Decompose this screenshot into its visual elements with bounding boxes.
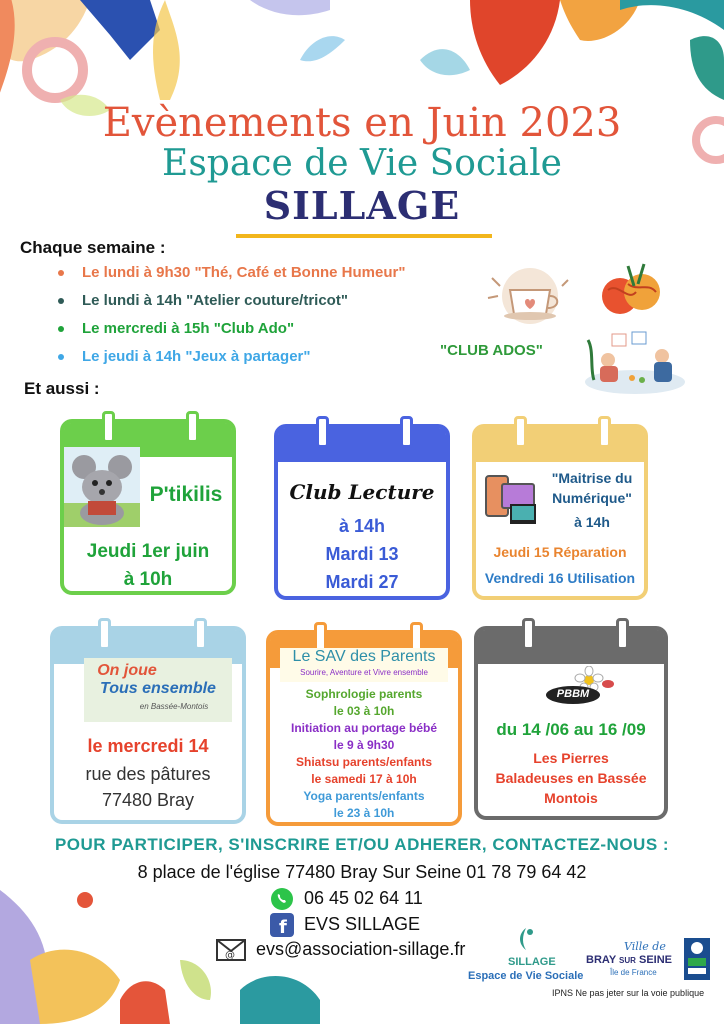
calendar-ring [598,416,611,448]
club-lecture-date-2: Mardi 27 [325,572,399,592]
weekly-item [58,320,405,348]
weekly-item [58,264,405,292]
bray-logo [586,954,672,966]
calendar-ring [522,618,535,650]
club-lecture-time: à 14h [338,516,386,536]
ipns-notice: IPNS Ne pas jeter sur la voie publique [552,988,705,998]
weekly-heading: Chaque semaine : [20,238,166,257]
devices-icon [482,470,538,536]
coffee-cup-icon [480,258,580,328]
card-header-band [278,428,446,462]
calendar-ring [514,416,527,448]
on-joue-line-2: rue des pâtures [85,764,211,784]
sav-activity: Initiation au portage bébé [290,721,437,735]
pbbm-line-3: Montois [544,790,598,806]
club-ados-label: "CLUB ADOS" [440,342,543,359]
contact-email[interactable]: evs@association-sillage.fr [256,939,466,959]
card-header-band [476,428,644,462]
sav-activity-list [270,686,458,822]
ptikilis-time: à 10h [123,569,173,590]
email-row [216,939,465,961]
ptikilis-title: P'tikilis [149,483,223,506]
pbbm-logo-text: PBBM [556,688,590,700]
sav-activity-date: le 23 à 10h [333,806,395,820]
on-joue-line-1: le mercredi 14 [87,736,209,756]
numerique-title-2: Numérique" [552,490,632,506]
ptikilis-date: Jeudi 1er juin [86,541,210,562]
sillage-logo-sub: Espace de Vie Sociale [468,970,584,982]
sav-activity-date: le 9 à 9h30 [333,738,395,752]
ptikilis-card [60,419,236,595]
phone-row [270,887,423,911]
kids-playing-icon [582,330,688,396]
sillage-logo-icon [512,926,540,952]
calendar-ring [194,618,207,650]
calendar-ring [98,618,111,650]
idf-label: Île de France [610,968,657,977]
ville-de-label: Ville de [624,940,666,953]
club-lecture-card [274,424,450,600]
on-joue-card [50,626,246,824]
title-underline [236,234,492,238]
sav-activity: Sophrologie parents [305,687,423,701]
sav-banner-main: Le SAV des Parents [292,648,436,665]
organization-name: SILLAGE [263,183,461,228]
calendar-ring [400,416,413,448]
sur-word: SUR [619,956,636,965]
numerique-title-1: "Maitrise du [551,470,633,486]
sav-activity: Yoga parents/enfants [303,789,425,803]
sav-parents-card [266,630,462,826]
sillage-logo-name: SILLAGE [508,956,556,968]
contact-address: 8 place de l'église 77480 Bray Sur Seine 01 78 79 64 42 [137,862,587,882]
sav-banner-sub: Sourire, Aventure et Vivre ensemble [300,668,428,677]
weekly-item-text: Le lundi à 9h30 "Thé, Café et Bonne Humeur" [82,264,406,281]
pbbm-card [474,626,668,820]
weekly-item [58,292,405,320]
on-joue-banner-line-2: Tous ensemble [100,680,216,697]
card-header-band [478,630,664,664]
facebook-row [270,913,420,937]
pbbm-line-2: Baladeuses en Bassée [495,770,647,786]
bullet-dot [58,354,64,360]
contact-facebook[interactable]: EVS SILLAGE [304,913,421,934]
on-joue-banner-line-1: On joue [97,662,157,679]
weekly-item-text: Le mercredi à 15h "Club Ado" [82,320,295,337]
svg-text:@: @ [225,950,235,962]
on-joue-banner-sub: en Bassée-Montois [139,702,209,711]
mouse-reading-icon [64,447,140,527]
calendar-ring [616,618,629,650]
contact-phone[interactable]: 06 45 02 64 11 [304,887,423,908]
bray-word: BRAY [586,954,616,966]
pbbm-line-1: Les Pierres [533,750,609,766]
facebook-icon [270,913,294,937]
numerique-time: à 14h [574,514,610,530]
weekly-list [58,264,405,376]
whatsapp-icon [270,887,294,911]
sav-activity-date: le 03 à 10h [333,704,395,718]
bullet-dot [58,326,64,332]
on-joue-line-3: 77480 Bray [101,790,195,810]
svg-text:f: f [279,917,287,937]
calendar-ring [102,411,115,443]
weekly-item [58,348,405,376]
sav-activity: Shiatsu parents/enfants [295,755,433,769]
bullet-dot [58,298,64,304]
numerique-line-1: Jeudi 15 Réparation [493,544,627,560]
calendar-ring [186,411,199,443]
event-title: Evènements en Juin 2023 [102,100,622,146]
weekly-item-text: Le jeudi à 14h "Jeux à partager" [82,348,311,365]
contact-heading: POUR PARTICIPER, S'INSCRIRE ET/OU ADHERER, CONTACTEZ-NOUS : [54,835,670,854]
club-lecture-title: Club Lecture [289,480,435,504]
weekly-item-text: Le lundi à 14h "Atelier couture/tricot" [82,292,348,309]
bullet-dot [58,270,64,276]
also-heading: Et aussi : [24,379,100,398]
organization-subtitle: Espace de Vie Sociale [162,143,562,184]
numerique-card [472,424,648,600]
club-lecture-date-1: Mardi 13 [325,544,399,564]
numerique-line-2: Vendredi 16 Utilisation [484,570,636,586]
caf-logo-icon [684,938,710,980]
calendar-ring [316,416,329,448]
email-icon [216,939,246,961]
seine-word: SEINE [638,954,672,966]
pbbm-dates: du 14 /06 au 16 /09 [496,720,646,739]
yarn-balls-icon [598,262,664,318]
sav-activity-date: le samedi 17 à 10h [311,772,417,786]
